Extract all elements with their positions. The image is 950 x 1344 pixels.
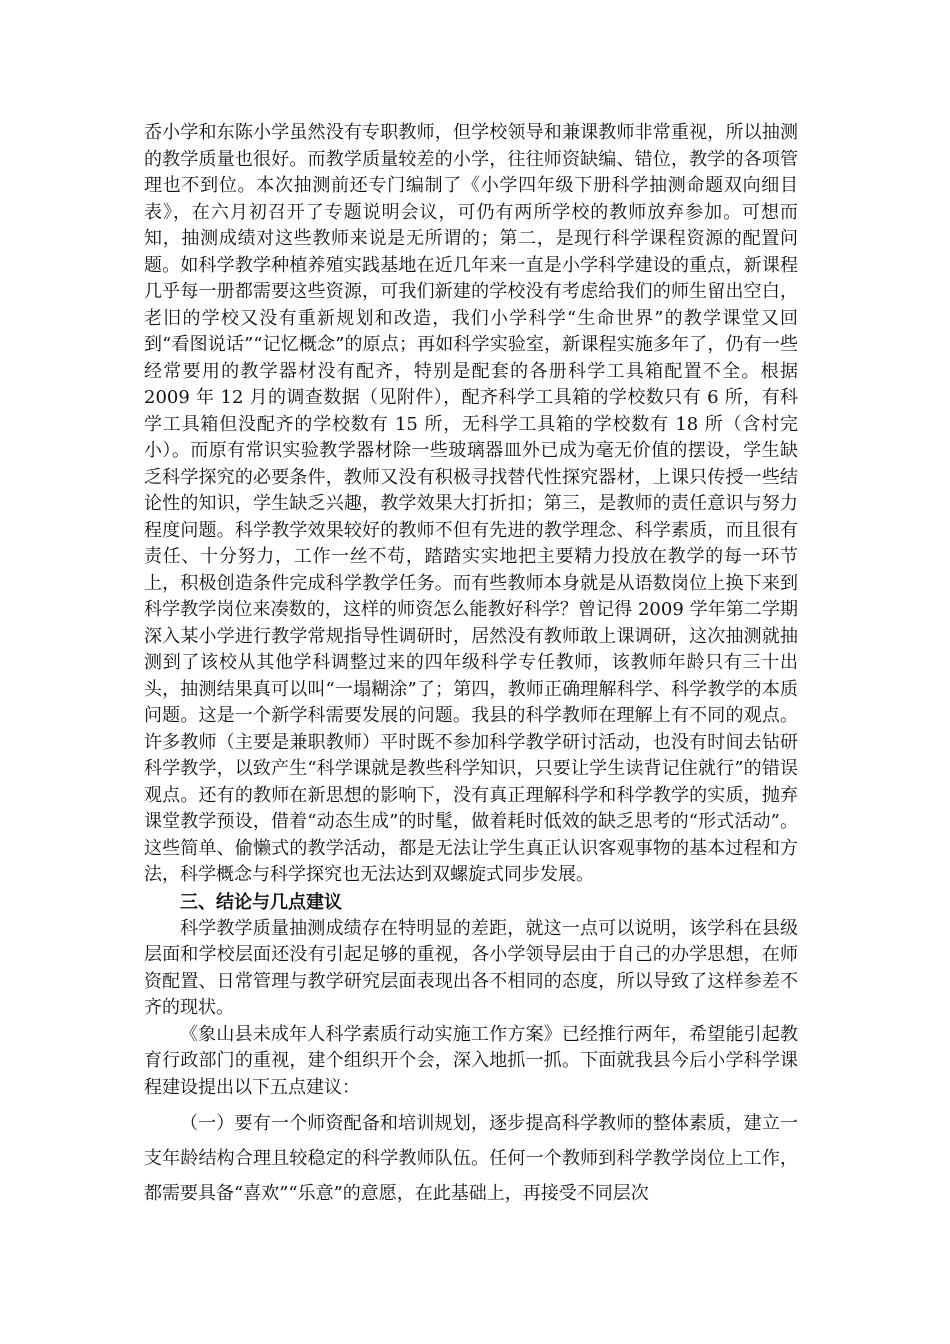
proposal-intro-paragraph: 《象山县未成年人科学素质行动实施工作方案》已经推行两年，希望能引起教育行政部门的重视，建个组织开个会，深入地抓一抓。下面就我县今后小学科学课程建设提出以下五点建议： — [144, 1023, 798, 1098]
body-paragraph-continued: 岙小学和东陈小学虽然没有专职教师，但学校领导和兼课教师非常重视，所以抽测的教学质量也很好。而教学质量较差的小学，往往师资缺编、错位，教学的各项管理也不到位。本次抽测前还专门编制了《小学四年级下册科学抽测命题双向细目表》，在六月初召开了专题说明会议，可仍有两所学校的教师放弃参加。可想而知，抽测成绩对这些教师来说是无所谓的；第二，是现行科学课程资源的配置问题。如科学教学种植养殖实践基地在近几年来一直是小学科学建设的重点，新课程几乎每一册都需要这些资源，可我们新建的学校没有考虑给我们的师生留出空白，老旧的学校又没有重新规划和改造，我们小学科学“生命世界”的教学课堂又回到“看图说话”“记忆概念”的原点；再如科学实验室，新课程实施多年了，仍有一些经常要用的教学器材没有配齐，特别是配套的各册科学工具箱配置不全。根据 2009 年 12 月的调查数据（见附件），配齐科学工具箱的学校数只有 6 所，有科学工具箱但没配齐的学校数有 15 所，无科学工具箱的学校数有 18 所（含村完小）。而原有常识实验教学器材除一些玻璃器皿外已成为毫无价值的摆设，学生缺乏科学探究的必要条件，教师又没有积极寻找替代性探究器材，上课只传授一些结论性的知识，学生缺乏兴趣，教学效果大打折扣；第三，是教师的责任意识与努力程度问题。科学教学效果较好的教师不但有先进的教学理念、科学素质，而且很有责任、十分努力，工作一丝不苟，踏踏实实地把主要精力投放在教学的每一环节上，积极创造条件完成科学教学任务。而有些教师本身就是从语数岗位上换下来到科学教学岗位来凑数的，这样的师资怎么能教好科学？曾记得 2009 学年第二学期深入某小学进行教学常规指导性调研时，居然没有教师敢上课调研，这次抽测就抽测到了该校从其他学科调整过来的四年级科学专任教师，该教师年龄只有三十出头，抽测结果真可以叫“一塌糊涂”了；第四，教师正确理解科学、科学教学的本质问题。这是一个新学科需要发展的问题。我县的科学教师在理解上有不同的观点。许多教师（主要是兼职教师）平时既不参加科学教学研讨活动，也没有时间去钻研科学教学，以致产生“科学课就是教些科学知识，只要让学生读背记住就行”的错误观点。还有的教师在新思想的影响下，没有真正理解科学和科学教学的实质，抛弃课堂教学预设，借着“动态生成”的时髦，做着耗时低效的缺乏思考的“形式活动”。这些简单、偷懒式的教学活动，都是无法让学生真正认识客观事物的基本过程和方法，科学概念与科学探究也无法达到双螺旋式同步发展。 — [144, 122, 798, 885]
section-heading: 三、结论与几点建议 — [180, 891, 342, 913]
document-page — [144, 120, 798, 1211]
conclusion-paragraph: 科学教学质量抽测成绩存在特明显的差距，就这一点可以说明，该学科在县级层面和学校层面还没有引起足够的重视，各小学领导层由于自己的办学思想，在师资配置、日常管理与教学研究层面表现出各不相同的态度，所以导致了这样参差不齐的现状。 — [144, 917, 798, 1018]
suggestion-one-paragraph: （一）要有一个师资配备和培训规划，逐步提高科学教师的整体素质，建立一支年龄结构合理且较稳定的科学教师队伍。任何一个教师到科学教学岗位上工作，都需要具备“喜欢”“乐意”的意愿，在此基础上，再接受不同层次 — [144, 1113, 798, 1204]
